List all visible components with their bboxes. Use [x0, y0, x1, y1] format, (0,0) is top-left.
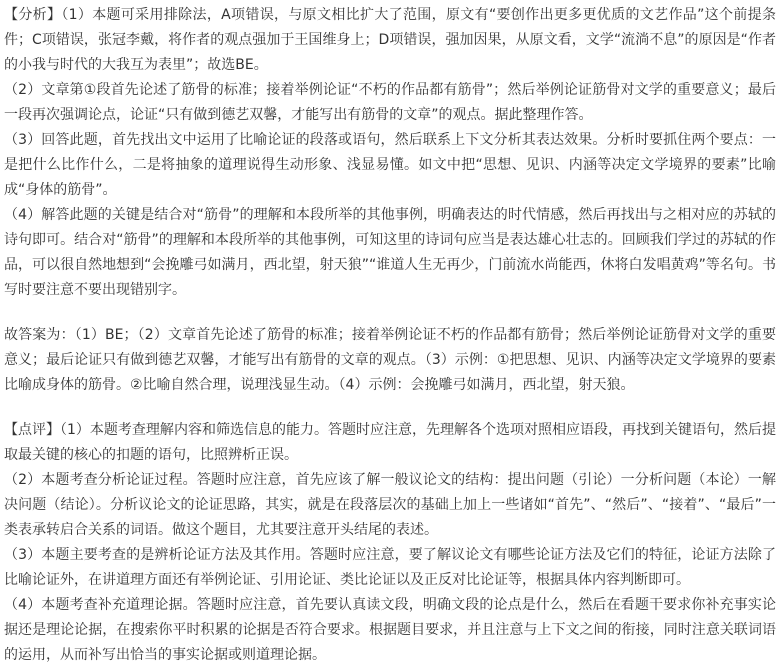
- section-spacer: [4, 303, 776, 323]
- comment-item-1: [4, 418, 776, 468]
- answer-text: 故答案为：（1）BE；（2）文章首先论述了筋骨的标准；接着举例论证不朽的作品都有筋骨；然后举例论证筋骨对文学的重要意义；最后论证只有做到德艺双馨，才能写出有筋骨的文章的观点。（3）示例：①把思想、见识、内涵等决定文学境界的要素比喻成身体的筋骨。②比喻自然合理，说理浅显生动。（4）示例：会挽雕弓如满月，西北望，射天狼。: [4, 327, 776, 393]
- section-spacer: [4, 398, 776, 418]
- analysis-item-1: [4, 3, 776, 78]
- comment-item-3: （3）本题主要考查的是辨析论证方法及其作用。答题时应注意，要了解议论文有哪些论证方法及它们的特征，论证方法除了比喻论证外，在讲道理方面还有举例论证、引用论证、类比论证以及正反对比论证等，根据具体内容判断即可。: [4, 547, 776, 588]
- comment-heading: 【点评】: [4, 422, 61, 438]
- comment-section: [4, 418, 776, 668]
- answer-section: [4, 323, 776, 398]
- analysis-item-2: （2）文章第①段首先论述了筋骨的标准；接着举例论证“不朽的作品都有筋骨”；然后举例论证筋骨对文学的重要意义；最后一段再次强调论点，论证“只有做到德艺双馨，才能写出有筋骨的文章”的观点。据此整理作答。: [4, 82, 776, 123]
- comment-text-1: （1）本题考查理解内容和筛选信息的能力。答题时应注意，先理解各个选项对照相应语段，再找到关键语句，然后提取最关键的核心的扣题的语句，比照辨析正误。: [4, 422, 777, 463]
- analysis-item-3: （3）回答此题，首先找出文中运用了比喻论证的段落或语句，然后联系上下文分析其表达效果。分析时要抓住两个要点：一是把什么比作什么，二是将抽象的道理说得生动形象、浅显易懂。如文中把“思想、见识、内涵等决定文学境界的要素”比喻成“身体的筋骨”。: [4, 132, 776, 198]
- analysis-heading: 【分析】: [4, 7, 62, 23]
- analysis-text-1: （1）本题可采用排除法，A项错误，与原文相比扩大了范围，原文有“要创作出更多更优质的文艺作品”这个前提条件；C项错误，张冠李戴，将作者的观点强加于王国维身上；D项错误，强加因果，从原文看，文学“流淌不息”的原因是“作者的小我与时代的大我互为表里”；故选BE。: [4, 7, 776, 73]
- comment-item-4: （4）本题考查补充道理论据。答题时应注意，首先要认真读文段，明确文段的论点是什么，然后在看题干要求你补充事实论据还是理论论据，在搜索你平时积累的论据是否符合要求。根据题目要求，并且注意与上下文之间的衔接，同时注意关联词语的运用，从而补写出恰当的事实论据或则道理论据。: [4, 597, 776, 663]
- analysis-item-4: （4）解答此题的关键是结合对“筋骨”的理解和本段所举的其他事例，明确表达的时代情感，然后再找出与之相对应的苏轼的诗句即可。结合对“筋骨”的理解和本段所举的其他事例，可知这里的诗词句应当是表达雄心壮志的。回顾我们学过的苏轼的作品，可以很自然地想到“会挽雕弓如满月，西北望，射天狼”“谁道人生无再少，门前流水尚能西，休将白发唱黄鸡”等名句。书写时要注意不要出现错别字。: [4, 207, 776, 298]
- comment-item-2: （2）本题考查分析论证过程。答题时应注意，首先应该了解一般议论文的结构：提出问题（引论）一分析问题（本论）一解决问题（结论）。分析议论文的论证思路，其实，就是在段落层次的基础上加上一些诸如“首先”、“然后”、“接着”、“最后”一类表承转启合关系的词语。做这个题目，尤其要注意开头结尾的表述。: [4, 472, 776, 538]
- analysis-section: [4, 3, 776, 303]
